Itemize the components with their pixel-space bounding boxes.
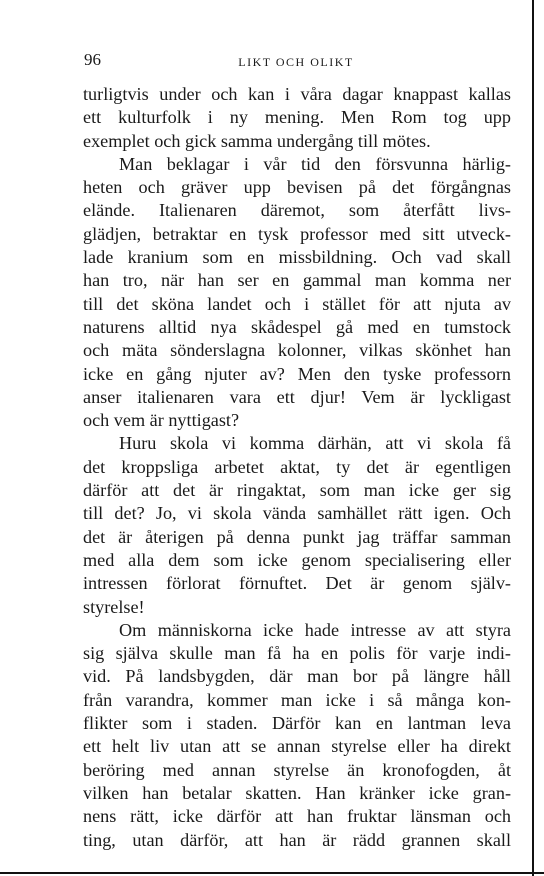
text-line: naturens alltid nya skådespel gå med en tumstock: [83, 316, 511, 337]
text-line: elände. Italienaren däremot, som återfått livs-: [83, 200, 511, 221]
page-edge-bottom: [0, 872, 544, 874]
text-line: och vem är nyttigast?: [83, 410, 240, 431]
text-line: därför att det är ringaktat, som man icke ger sig: [83, 480, 511, 501]
text-line: ett helt liv utan att se annan styrelse eller ha direkt: [83, 736, 511, 757]
text-line: turligtvis under och kan i våra dagar knappast kallas: [83, 84, 511, 104]
text-line: intressen förlorat förnuftet. Det är genom själv-: [83, 573, 511, 594]
text-line: heten och gräver upp bevisen på det förgångnas: [83, 177, 511, 198]
page-edge-right: [532, 0, 534, 876]
text-line: exemplet och gick samma undergång till mötes.: [83, 130, 431, 151]
text-line: sig själva skulle man få ha en polis för varje indi-: [83, 643, 511, 664]
text-line: Huru skola vi komma därhän, att vi skola få: [119, 433, 511, 454]
text-line: han tro, när han ser en gammal man komma ner: [83, 270, 511, 291]
text-line: till det? Jo, vi skola vända samhället rätt igen. Och: [83, 503, 511, 524]
text-line: styrelse!: [83, 596, 145, 617]
text-line: vilken han betalar skatten. Han kränker icke gran-: [83, 782, 511, 803]
text-line: Om människorna icke hade intresse av att styra: [119, 619, 511, 640]
text-line: nens rätt, icke därför att han fruktar länsman och: [83, 806, 511, 827]
text-line: vid. På landsbygden, där man bor på längre håll: [83, 666, 511, 687]
text-line: beröring med annan styrelse än kronofogden, åt: [83, 759, 511, 780]
text-line: och mäta sönderslagna kolonner, vilkas skönhet han: [83, 340, 511, 361]
text-line: det är återigen på denna punkt jag träffar samman: [83, 526, 511, 547]
page-header: [84, 50, 508, 72]
text-line: med alla dem som icke genom specialisering eller: [83, 549, 511, 570]
text-line: Man beklagar i vår tid den försvunna härlig-: [119, 153, 511, 174]
text-line: icke en gång njuter av? Men den tyske professorn: [83, 363, 511, 384]
text-line: flikter som i staden. Därför kan en lantman leva: [83, 713, 511, 734]
text-line: det kroppsliga arbetet aktat, ty det är egentligen: [83, 456, 511, 477]
text-line: ting, utan därför, att han är rädd grannen skall: [83, 829, 511, 850]
text-line: anser italienaren vara ett djur! Vem är lyckligast: [83, 386, 511, 407]
page-number: 96: [84, 50, 101, 69]
text-line: lade kranium som en missbildning. Och vad skall: [83, 247, 511, 268]
text-line: till det sköna landet och i stället för att njuta av: [83, 293, 511, 314]
text-line: glädjen, betraktar en tysk professor med sitt utveck-: [83, 223, 511, 244]
running-title: LIKT OCH OLIKT: [238, 55, 354, 69]
body-text: [83, 83, 511, 852]
text-line: ett kulturfolk i ny mening. Men Rom tog upp: [83, 107, 511, 128]
text-line: från varandra, kommer man icke i så många kon-: [83, 689, 511, 710]
